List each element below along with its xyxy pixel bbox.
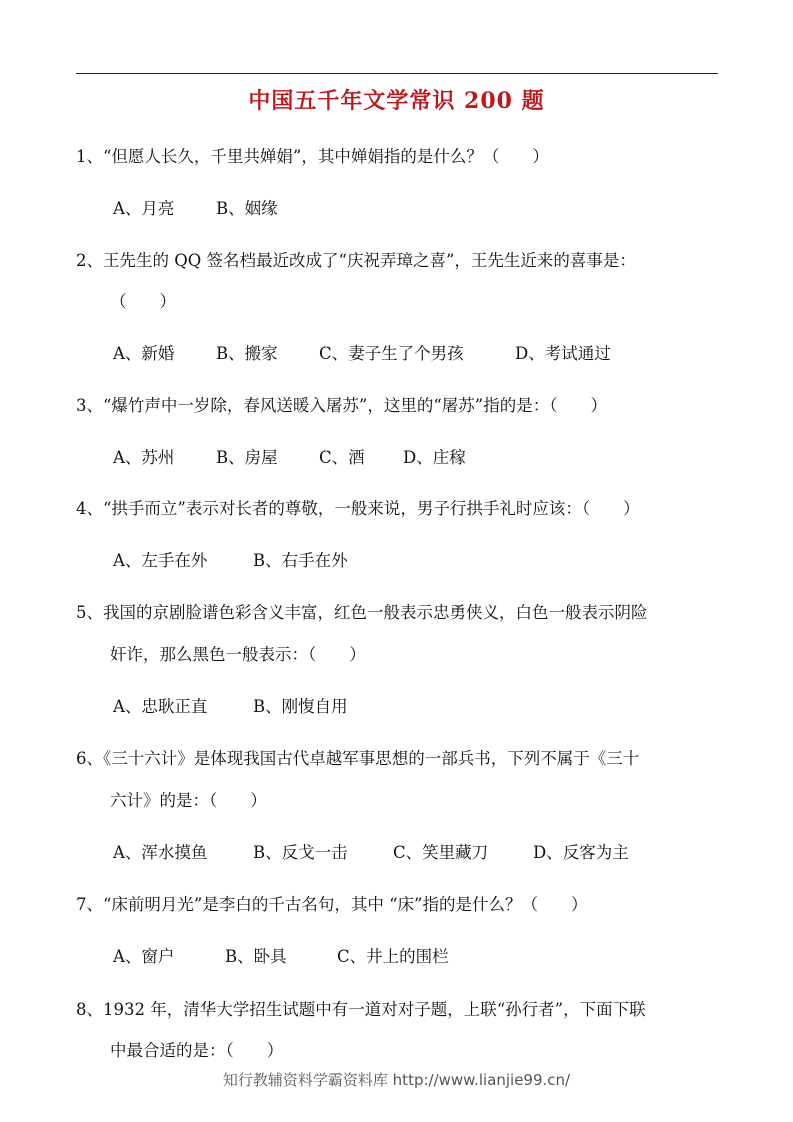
question-3-line-1: 3、“爆竹声中一岁除，春风送暖入屠苏”，这里的“屠苏”指的是：（ ） — [76, 396, 607, 415]
page-title: 中国五千年文学常识 200 题 — [248, 88, 545, 114]
footer-watermark: 知行教辅资料学霸资料库 http://www.lianjie99.cn/ — [222, 1071, 571, 1089]
question-2-line-1: 2、王先生的 QQ 签名档最近改成了“庆祝弄璋之喜”，王先生近来的喜事是： — [76, 251, 636, 270]
question-2-line-2: （ ） — [110, 292, 176, 311]
question-5-line-1: 5、我国的京剧脸谱色彩含义丰富，红色一般表示忠勇侠义，白色一般表示阴险 — [76, 603, 648, 622]
question-8-line-1: 8、1932 年，清华大学招生试题中有一道对对子题，上联“孙行者”，下面下联 — [76, 1000, 646, 1019]
question-2-option-b: B、搬家 — [216, 344, 278, 363]
question-5-options — [113, 697, 348, 717]
question-6-line-2: 六计》的是：（ ） — [110, 791, 267, 810]
question-3-option-a: A、苏州 — [113, 448, 175, 467]
question-5-option-b: B、刚愎自用 — [253, 697, 348, 716]
question-6-options — [113, 843, 629, 863]
question-6-option-c: C、笑里藏刀 — [393, 843, 489, 862]
question-2-options — [113, 344, 611, 364]
question-3-option-c: C、酒 — [319, 448, 365, 467]
question-1-option-b: B、姻缘 — [216, 199, 278, 218]
question-7-options — [113, 947, 449, 967]
question-1-option-a: A、月亮 — [113, 199, 175, 218]
question-4-option-b: B、右手在外 — [253, 551, 348, 570]
question-7-line-1: 7、“床前明月光”是李白的千古名句，其中 “床”指的是什么？（ ） — [76, 895, 588, 914]
question-7-option-c: C、井上的围栏 — [337, 947, 449, 966]
question-5-line-2: 奸诈，那么黑色一般表示：（ ） — [110, 645, 366, 664]
question-4-line-1: 4、“拱手而立”表示对长者的尊敬，一般来说，男子行拱手礼时应该：（ ） — [76, 499, 640, 518]
question-2-option-d: D、考试通过 — [515, 344, 611, 363]
question-6-option-d: D、反客为主 — [533, 843, 629, 862]
question-6-option-a: A、浑水摸鱼 — [113, 843, 208, 862]
question-5-option-a: A、忠耿正直 — [113, 697, 208, 716]
question-8-line-2: 中最合适的是：（ ） — [110, 1041, 284, 1060]
question-6-line-1: 6、《三十六计》是体现我国古代卓越军事思想的一部兵书，下列不属于《三十 — [76, 749, 640, 768]
question-2-option-c: C、妻子生了个男孩 — [319, 344, 464, 363]
question-4-options — [113, 551, 348, 571]
question-3-option-d: D、庄稼 — [403, 448, 466, 467]
question-2-option-a: A、新婚 — [113, 344, 175, 363]
question-1-options — [113, 199, 278, 219]
question-1-line-1: 1、“但愿人长久，千里共婵娟”，其中婵娟指的是什么？（ ） — [76, 147, 549, 166]
question-7-option-a: A、窗户 — [113, 947, 175, 966]
header-rule — [76, 73, 718, 74]
question-7-option-b: B、卧具 — [225, 947, 287, 966]
question-4-option-a: A、左手在外 — [113, 551, 208, 570]
question-6-option-b: B、反戈一击 — [253, 843, 348, 862]
question-3-options — [113, 448, 466, 468]
question-3-option-b: B、房屋 — [216, 448, 278, 467]
